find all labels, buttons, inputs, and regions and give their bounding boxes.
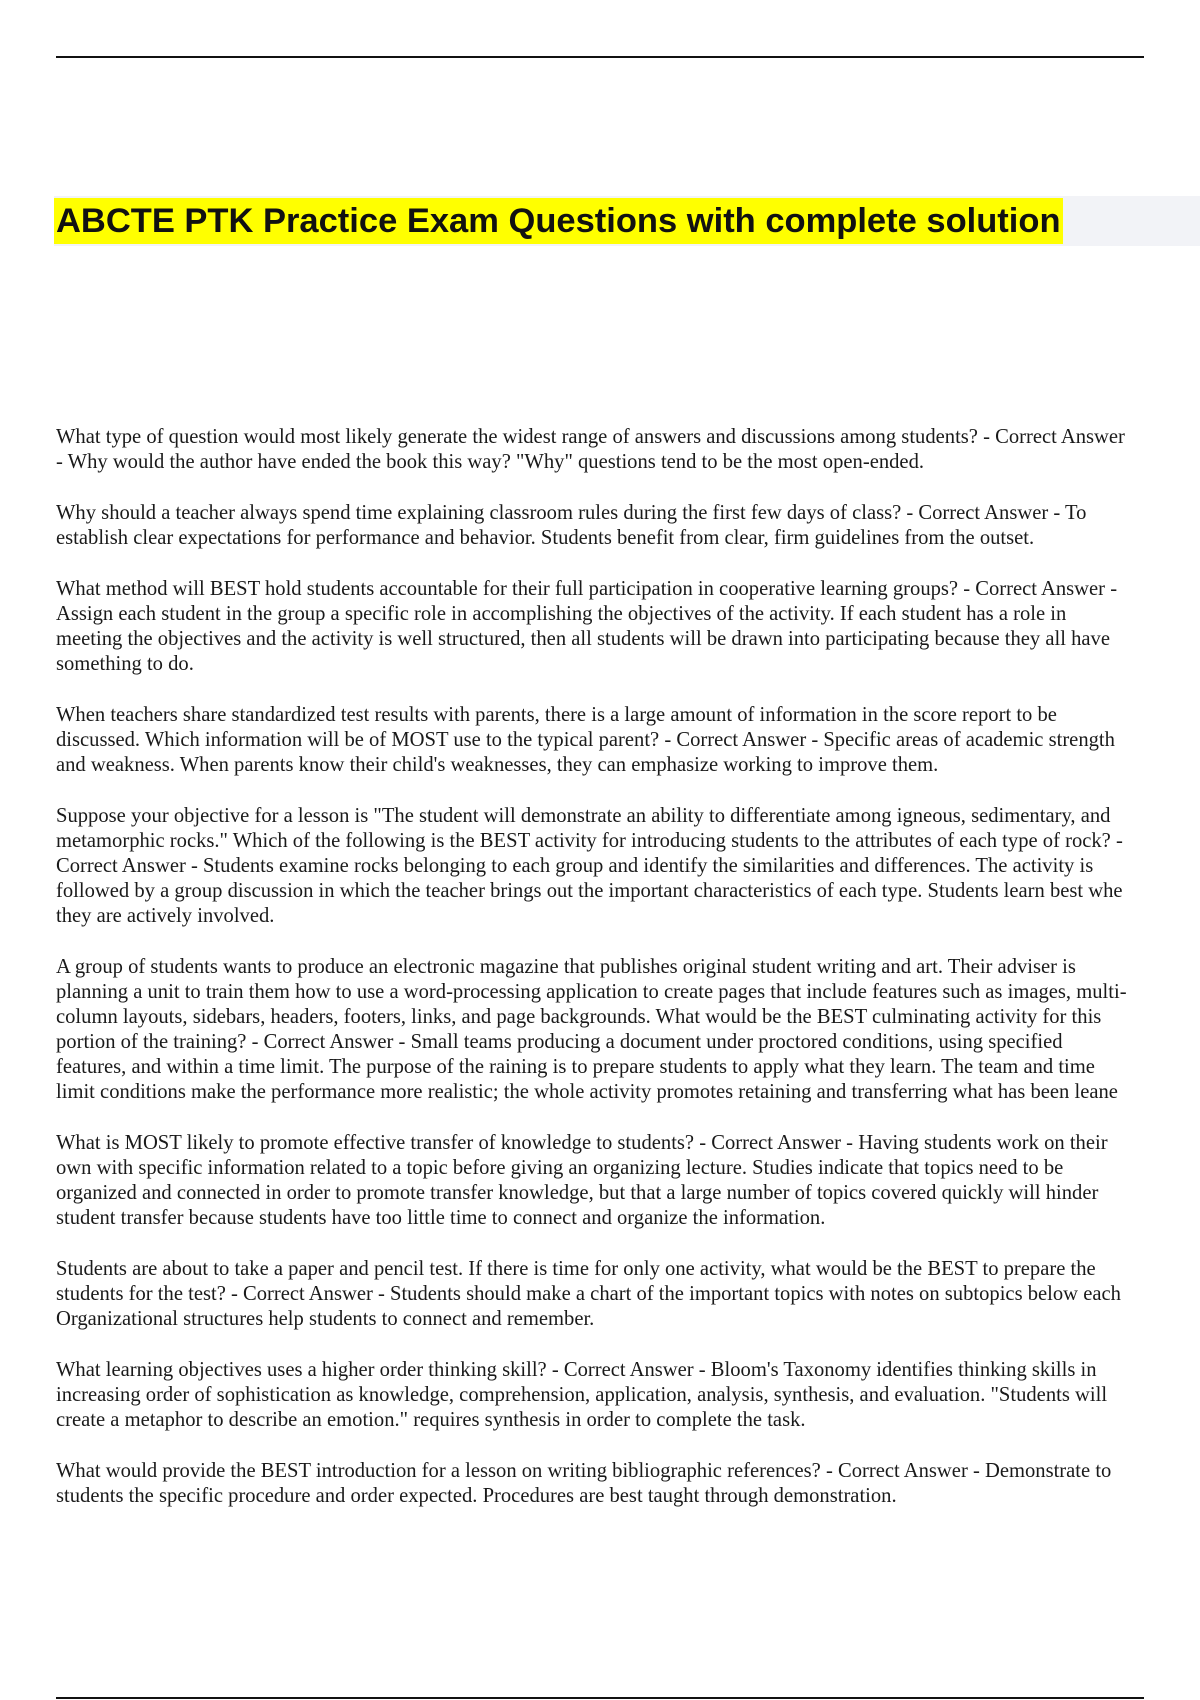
document-title: ABCTE PTK Practice Exam Questions with complete solution: [54, 198, 1063, 244]
bottom-divider: [56, 1697, 1144, 1699]
qa-text-line: What method will BEST hold students accountable for their full participation in cooperative learning groups? - Correct Answer -: [56, 578, 1118, 600]
qa-text-line: they are actively involved.: [56, 905, 275, 927]
qa-text-line: limit conditions make the performance more realistic; the whole activity promotes retaining and transferring what has been leane: [56, 1081, 1118, 1103]
qa-item-5: [56, 804, 1200, 929]
qa-text-line: discussed. Which information will be of MOST use to the typical parent? - Correct Answer - Specific areas of academic strength: [56, 729, 1115, 751]
question-answer-list: [56, 425, 1200, 1535]
qa-text-line: portion of the training? - Correct Answer - Small teams producing a document under proctored conditions, using specified: [56, 1031, 1063, 1053]
qa-text-line: followed by a group discussion in which the teacher brings out the important characteristics of each type. Students learn best whe: [56, 880, 1123, 902]
qa-item-4: [56, 703, 1200, 778]
qa-item-9: [56, 1358, 1200, 1433]
qa-text-line: When teachers share standardized test results with parents, there is a large amount of information in the score report to be: [56, 704, 1057, 726]
qa-text-line: Correct Answer - Students examine rocks belonging to each group and identify the similarities and differences. The activity is: [56, 855, 1094, 877]
qa-text-line: Organizational structures help students to connect and remember.: [56, 1308, 595, 1330]
qa-text-line: increasing order of sophistication as knowledge, comprehension, application, analysis, synthesis, and evaluation. "Students will: [56, 1384, 1108, 1406]
qa-item-6: [56, 955, 1200, 1105]
qa-text-line: Students are about to take a paper and pencil test. If there is time for only one activity, what would be the BEST to prepare the: [56, 1258, 1096, 1280]
qa-text-line: meeting the objectives and the activity is well structured, then all students will be drawn into participating because they all have: [56, 628, 1110, 650]
qa-text-line: organized and connected in order to promote transfer knowledge, but that a large number of topics covered quickly will hinder: [56, 1182, 1099, 1204]
qa-item-2: [56, 501, 1200, 551]
qa-text-line: own with specific information related to a topic before giving an organizing lecture. Studies indicate that topics need to be: [56, 1157, 1064, 1179]
qa-text-line: What type of question would most likely generate the widest range of answers and discussions among students? - Correct Answer: [56, 426, 1125, 448]
qa-item-8: [56, 1257, 1200, 1332]
qa-text-line: something to do.: [56, 653, 194, 675]
qa-text-line: create a metaphor to describe an emotion." requires synthesis in order to complete the task.: [56, 1409, 806, 1431]
qa-text-line: Suppose your objective for a lesson is "The student will demonstrate an ability to differentiate among igneous, sedimentary, and: [56, 805, 1111, 827]
qa-text-line: Why should a teacher always spend time explaining classroom rules during the first few days of class? - Correct Answer - To: [56, 502, 1087, 524]
qa-text-line: column layouts, sidebars, headers, footers, links, and page backgrounds. What would be the BEST culminating activity for this: [56, 1006, 1102, 1028]
qa-text-line: establish clear expectations for performance and behavior. Students benefit from clear, firm guidelines from the outset.: [56, 527, 1035, 549]
qa-text-line: Assign each student in the group a specific role in accomplishing the objectives of the activity. If each student has a role in: [56, 603, 1067, 625]
qa-item-7: [56, 1131, 1200, 1231]
qa-text-line: - Why would the author have ended the book this way? "Why" questions tend to be the most open-ended.: [56, 451, 925, 473]
qa-item-1: [56, 425, 1200, 475]
qa-text-line: metamorphic rocks." Which of the following is the BEST activity for introducing students to the attributes of each type of rock? -: [56, 830, 1123, 852]
qa-item-10: [56, 1459, 1200, 1509]
qa-item-3: [56, 577, 1200, 677]
qa-text-line: student transfer because students have too little time to connect and organize the information.: [56, 1207, 826, 1229]
qa-text-line: What learning objectives uses a higher order thinking skill? - Correct Answer - Bloom's Taxonomy identifies thinking skills in: [56, 1359, 1097, 1381]
qa-text-line: planning a unit to train them how to use a word-processing application to create pages that include features such as images, multi-: [56, 981, 1127, 1003]
qa-text-line: What would provide the BEST introduction for a lesson on writing bibliographic references? - Correct Answer - Demonstrate to: [56, 1460, 1112, 1482]
qa-text-line: A group of students wants to produce an electronic magazine that publishes original student writing and art. Their adviser is: [56, 956, 1076, 978]
top-divider: [56, 56, 1144, 58]
qa-text-line: students the specific procedure and order expected. Procedures are best taught through demonstration.: [56, 1485, 897, 1507]
qa-text-line: features, and within a time limit. The purpose of the raining is to prepare students to apply what they learn. The team and time: [56, 1056, 1095, 1078]
qa-text-line: students for the test? - Correct Answer - Students should make a chart of the important topics with notes on subtopics below each: [56, 1283, 1121, 1305]
qa-text-line: and weakness. When parents know their child's weaknesses, they can emphasize working to improve them.: [56, 754, 939, 776]
qa-text-line: What is MOST likely to promote effective transfer of knowledge to students? - Correct Answer - Having students work on their: [56, 1132, 1108, 1154]
